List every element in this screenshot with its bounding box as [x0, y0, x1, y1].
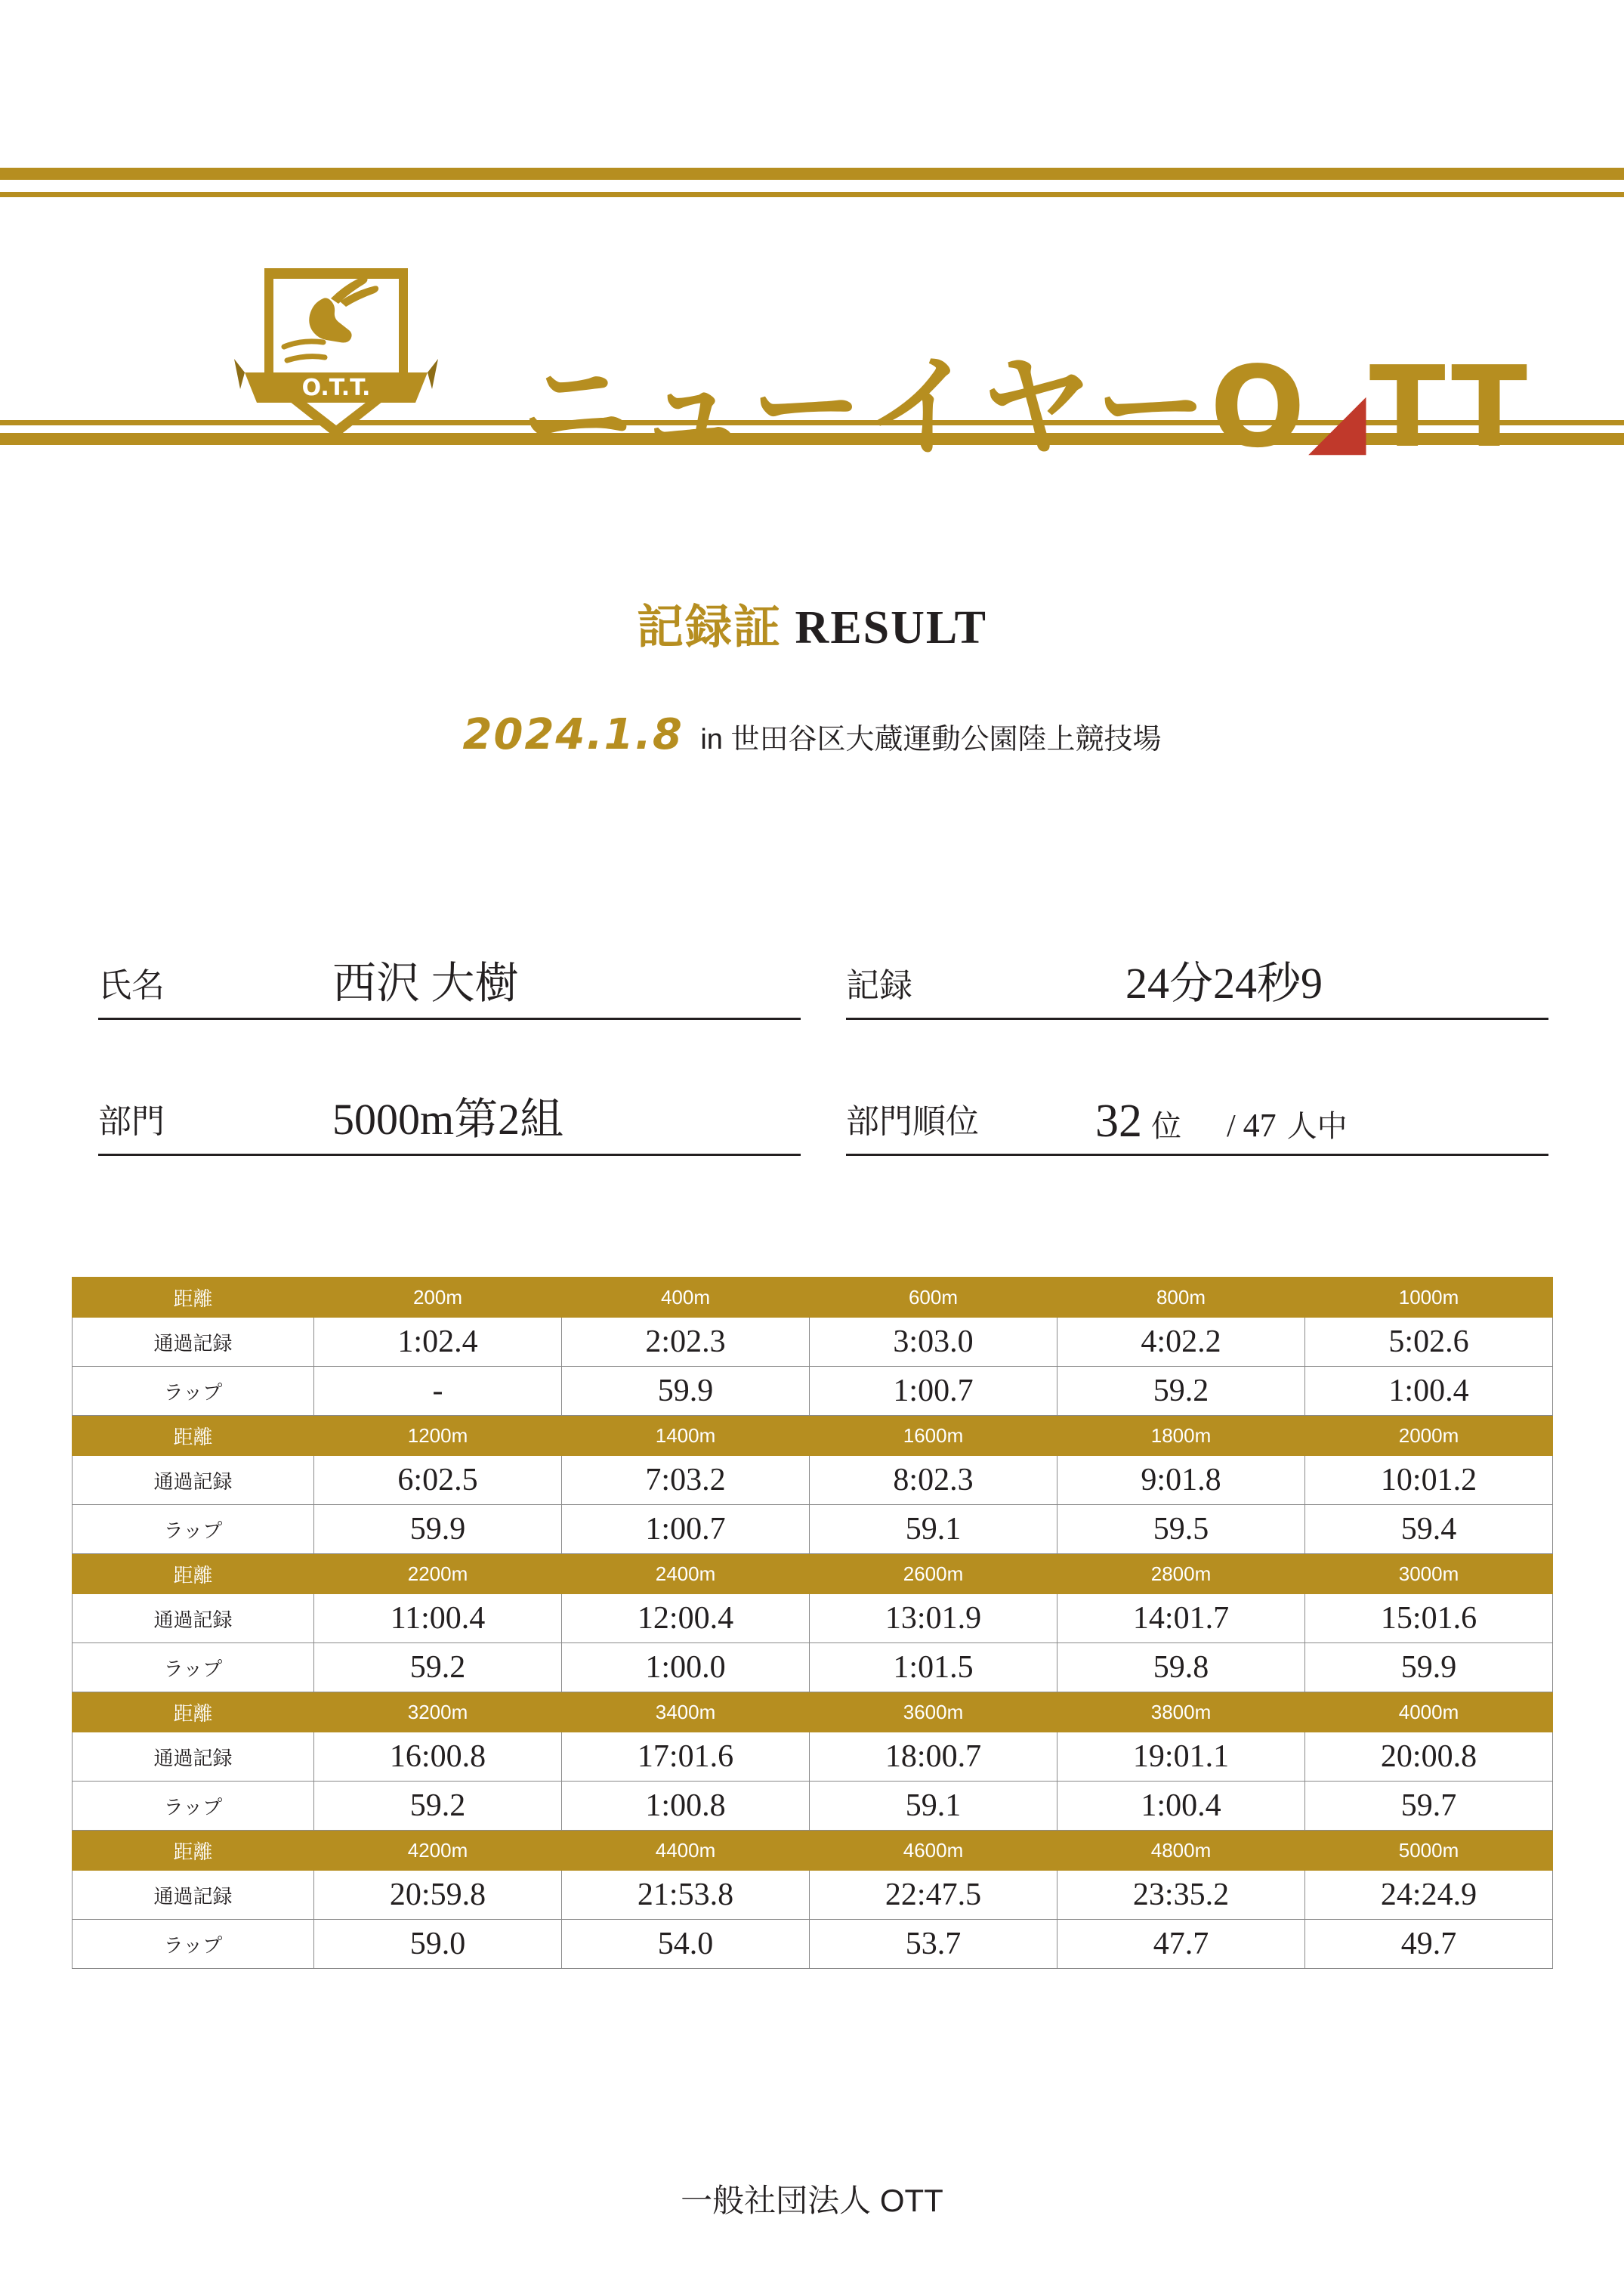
cell-distance: 3400m — [562, 1692, 810, 1732]
cell-split: 17:01.6 — [562, 1732, 810, 1782]
cell-lap: 1:00.7 — [562, 1505, 810, 1554]
table-row — [73, 1732, 1553, 1782]
cell-split: 15:01.6 — [1305, 1594, 1553, 1643]
cell-lap: 49.7 — [1305, 1920, 1553, 1969]
table-row — [73, 1920, 1553, 1969]
table-row — [73, 1278, 1553, 1318]
row-label-lap: ラップ — [73, 1505, 314, 1554]
cell-split: 4:02.2 — [1057, 1318, 1305, 1367]
row-label-split: 通過記録 — [73, 1318, 314, 1367]
row-label-split: 通過記録 — [73, 1732, 314, 1782]
cell-distance: 2800m — [1057, 1554, 1305, 1594]
row-label-distance: 距離 — [73, 1278, 314, 1318]
row-label-split: 通過記録 — [73, 1456, 314, 1505]
ott-emblem-icon — [234, 268, 438, 446]
cell-distance: 1600m — [810, 1416, 1057, 1456]
cell-lap: 59.9 — [562, 1367, 810, 1416]
cell-split: 6:02.5 — [314, 1456, 562, 1505]
table-row — [73, 1367, 1553, 1416]
cell-distance: 600m — [810, 1278, 1057, 1318]
row-label-lap: ラップ — [73, 1367, 314, 1416]
field-record-value: 24分24秒9 — [1125, 959, 1323, 1008]
cell-distance: 3000m — [1305, 1554, 1553, 1594]
table-row — [73, 1416, 1553, 1456]
row-label-distance: 距離 — [73, 1692, 314, 1732]
rank-total: 47 — [1243, 1107, 1277, 1144]
lap-split-table — [72, 1277, 1553, 1969]
cell-split: 22:47.5 — [810, 1871, 1057, 1920]
wordmark-tt: TT — [1369, 342, 1531, 472]
cell-split: 2:02.3 — [562, 1318, 810, 1367]
cell-lap: 1:00.4 — [1305, 1367, 1553, 1416]
cell-split: 20:00.8 — [1305, 1732, 1553, 1782]
page-title — [0, 589, 1624, 657]
cell-split: 18:00.7 — [810, 1732, 1057, 1782]
field-rank-label: 部門順位 — [846, 1103, 979, 1140]
cell-distance: 1400m — [562, 1416, 810, 1456]
field-name-value: 西沢 大樹 — [332, 959, 519, 1008]
cell-split: 21:53.8 — [562, 1871, 810, 1920]
footer-organization: 一般社団法人 OTT — [681, 2183, 943, 2218]
row-label-distance: 距離 — [73, 1831, 314, 1871]
athlete-info — [0, 907, 1624, 1194]
wordmark-dot-icon: ◢ — [1308, 375, 1369, 464]
cell-distance: 3200m — [314, 1692, 562, 1732]
cell-lap: 1:00.7 — [810, 1367, 1057, 1416]
cell-lap: 59.7 — [1305, 1782, 1553, 1831]
table-row — [73, 1643, 1553, 1692]
table-row — [73, 1554, 1553, 1594]
cell-distance: 1000m — [1305, 1278, 1553, 1318]
table-row — [73, 1505, 1553, 1554]
cell-split: 7:03.2 — [562, 1456, 810, 1505]
cell-lap: 59.1 — [810, 1782, 1057, 1831]
cell-lap: 59.8 — [1057, 1643, 1305, 1692]
cell-lap: 59.1 — [810, 1505, 1057, 1554]
field-rank-value-group — [1095, 1095, 1348, 1148]
table-row — [73, 1831, 1553, 1871]
field-section-label: 部門 — [98, 1103, 165, 1140]
row-label-distance: 距離 — [73, 1416, 314, 1456]
event-venue: in 世田谷区大蔵運動公園陸上競技場 — [700, 724, 1162, 756]
cell-split: 14:01.7 — [1057, 1594, 1305, 1643]
cell-split: 20:59.8 — [314, 1871, 562, 1920]
field-section-value: 5000m第2組 — [332, 1095, 564, 1144]
field-name-rule — [98, 1018, 801, 1020]
cell-distance: 4400m — [562, 1831, 810, 1871]
event-wordmark — [521, 342, 1531, 472]
cell-split: 23:35.2 — [1057, 1871, 1305, 1920]
cell-distance: 1200m — [314, 1416, 562, 1456]
cell-distance: 4000m — [1305, 1692, 1553, 1732]
cell-distance: 2400m — [562, 1554, 810, 1594]
cell-lap: 1:00.0 — [562, 1643, 810, 1692]
cell-lap: 1:00.4 — [1057, 1782, 1305, 1831]
cell-split: 5:02.6 — [1305, 1318, 1553, 1367]
cell-split: 13:01.9 — [810, 1594, 1057, 1643]
cell-distance: 4800m — [1057, 1831, 1305, 1871]
cell-lap: - — [314, 1367, 562, 1416]
field-section-rule — [98, 1154, 801, 1156]
table-row — [73, 1871, 1553, 1920]
svg-text:O.T.T.: O.T.T. — [301, 375, 371, 401]
cell-lap: 59.9 — [314, 1505, 562, 1554]
lap-table-body — [73, 1278, 1553, 1969]
field-name — [98, 937, 801, 1020]
table-row — [73, 1782, 1553, 1831]
cell-split: 8:02.3 — [810, 1456, 1057, 1505]
cell-distance: 400m — [562, 1278, 810, 1318]
field-name-label: 氏名 — [98, 967, 165, 1004]
cell-distance: 800m — [1057, 1278, 1305, 1318]
cell-lap: 59.9 — [1305, 1643, 1553, 1692]
cell-lap: 59.4 — [1305, 1505, 1553, 1554]
header-band — [0, 128, 1624, 476]
row-label-distance: 距離 — [73, 1554, 314, 1594]
cell-lap: 59.0 — [314, 1920, 562, 1969]
cell-lap: 59.2 — [314, 1643, 562, 1692]
row-label-split: 通過記録 — [73, 1594, 314, 1643]
cell-lap: 47.7 — [1057, 1920, 1305, 1969]
cell-distance: 2200m — [314, 1554, 562, 1594]
wordmark-kana: ニューイヤー — [521, 342, 1210, 472]
cell-lap: 59.5 — [1057, 1505, 1305, 1554]
cell-split: 9:01.8 — [1057, 1456, 1305, 1505]
field-section — [98, 1073, 801, 1156]
rank-people-unit: 人中 — [1286, 1109, 1348, 1143]
page-title-jp: 記録証 — [637, 602, 795, 654]
rank-number: 32 — [1095, 1096, 1142, 1147]
cell-split: 10:01.2 — [1305, 1456, 1553, 1505]
row-label-split: 通過記録 — [73, 1871, 314, 1920]
cell-lap: 1:01.5 — [810, 1643, 1057, 1692]
field-record — [846, 937, 1548, 1020]
row-label-lap: ラップ — [73, 1643, 314, 1692]
event-date: 2024.1.8 — [462, 710, 684, 759]
cell-lap: 1:00.8 — [562, 1782, 810, 1831]
cell-distance: 4600m — [810, 1831, 1057, 1871]
wordmark-o: O — [1210, 342, 1308, 472]
table-row — [73, 1594, 1553, 1643]
field-record-label: 記録 — [846, 967, 912, 1004]
cell-distance: 4200m — [314, 1831, 562, 1871]
event-subtitle — [0, 710, 1624, 759]
row-label-lap: ラップ — [73, 1782, 314, 1831]
cell-split: 1:02.4 — [314, 1318, 562, 1367]
cell-split: 12:00.4 — [562, 1594, 810, 1643]
cell-distance: 2000m — [1305, 1416, 1553, 1456]
cell-split: 16:00.8 — [314, 1732, 562, 1782]
field-record-rule — [846, 1018, 1548, 1020]
cell-distance: 2600m — [810, 1554, 1057, 1594]
page-title-en: RESULT — [795, 602, 987, 654]
row-label-lap: ラップ — [73, 1920, 314, 1969]
table-row — [73, 1318, 1553, 1367]
cell-lap: 59.2 — [314, 1782, 562, 1831]
cell-split: 24:24.9 — [1305, 1871, 1553, 1920]
cell-split: 11:00.4 — [314, 1594, 562, 1643]
cell-distance: 1800m — [1057, 1416, 1305, 1456]
table-row — [73, 1456, 1553, 1505]
table-row — [73, 1692, 1553, 1732]
cell-distance: 3800m — [1057, 1692, 1305, 1732]
cell-distance: 5000m — [1305, 1831, 1553, 1871]
cell-distance: 200m — [314, 1278, 562, 1318]
rank-unit: 位 — [1151, 1109, 1181, 1143]
cell-split: 19:01.1 — [1057, 1732, 1305, 1782]
cell-split: 3:03.0 — [810, 1318, 1057, 1367]
cell-lap: 59.2 — [1057, 1367, 1305, 1416]
cell-lap: 54.0 — [562, 1920, 810, 1969]
field-rank — [846, 1073, 1548, 1156]
rank-slash: / — [1227, 1109, 1236, 1144]
field-rank-rule — [846, 1154, 1548, 1156]
cell-lap: 53.7 — [810, 1920, 1057, 1969]
event-logo — [234, 159, 1531, 472]
cell-distance: 3600m — [810, 1692, 1057, 1732]
